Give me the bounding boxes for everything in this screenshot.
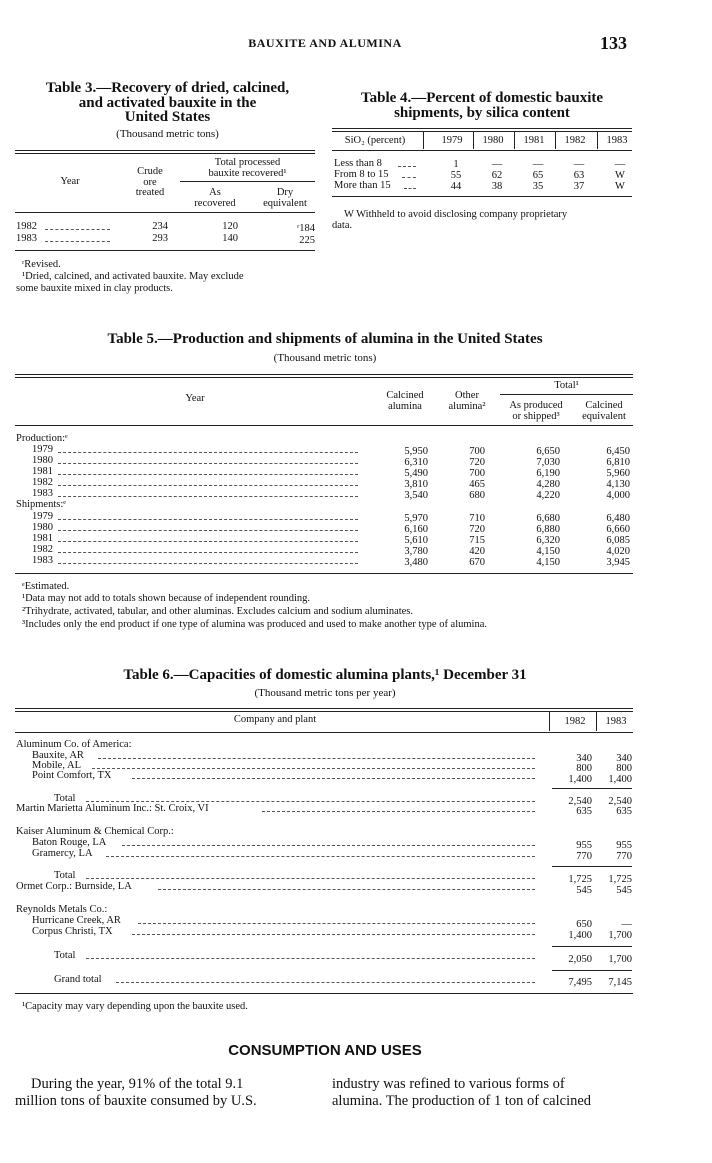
cell-dry-equivalent: ʳ184 [296,223,315,234]
cell-as-produced: 7,030 [536,457,560,468]
table-4-title-line1: Table 4.—Percent of domestic bauxite [360,90,604,106]
table-row: 1982 [32,544,53,555]
table-5-col-year: Year [185,393,205,404]
table-4-note-1: W Withheld to avoid disclosing company proprietary [344,209,568,220]
table-3-col-as-2: recovered [194,198,236,209]
cell-as-produced: 6,880 [536,524,560,535]
company-reynolds: Reynolds Metals Co.: [16,904,108,915]
table-3-footnote-1a: ¹Dried, calcined, and activated bauxite. May exclude [22,271,244,282]
table-5-col-ceq-1: Calcined [585,400,623,411]
cell-calcined: 3,810 [404,479,428,490]
cell-calcined-equivalent: 4,000 [606,490,630,501]
cell-other: 420 [469,546,485,557]
cell-1982: 2,050 [568,954,592,965]
running-header: BAUXITE AND ALUMINA [248,36,402,50]
cell: — [614,159,626,170]
table-3-unit: (Thousand metric tons) [116,128,219,140]
table-3-col-dry-1: Dry [276,187,294,198]
section-heading: CONSUMPTION AND USES [228,1042,422,1059]
cell-calcined-equivalent: 6,085 [606,535,630,546]
year-label: 1982 [16,221,37,232]
cell: 35 [532,181,544,192]
cell-1983: 1,700 [608,954,632,965]
table-4-col-1981: 1981 [523,135,545,146]
table-4-title-line2: shipments, by silica content [394,105,570,121]
shipments-label: Shipments:ᵉ [16,499,66,510]
table-3-col-crude-1: Crude [137,166,163,177]
table-3-title-line2: and activated bauxite in the [78,95,257,111]
cell-calcined: 3,780 [404,546,428,557]
cell-other: 720 [469,457,485,468]
table-row: 1979 [32,444,53,455]
table-row: Corpus Christi, TX [32,926,113,937]
table-row-total: Total [54,870,76,881]
cell-other: 680 [469,490,485,501]
table-4-col-1983: 1983 [606,135,628,146]
cell-calcined-equivalent: 4,130 [606,479,630,490]
cell: — [532,159,544,170]
cell-as-produced: 6,680 [536,513,560,524]
table-row-total: Total [54,793,76,804]
table-row: Ormet Corp.: Burnside, LA [16,881,132,892]
cell: 44 [450,181,462,192]
table-3-footnote-1b: some bauxite mixed in clay products. [16,283,173,294]
table-5-unit: (Thousand metric tons) [273,352,377,364]
table-3-col-total: Total processed [214,157,281,168]
cell-1982: 2,540 [568,796,592,807]
cell-1982: 955 [576,840,592,851]
table-3-col-total-2: bauxite recovered¹ [208,168,287,179]
cell-crude: 234 [152,221,168,232]
cell-calcined: 5,950 [404,446,428,457]
table-4-col-sio2: SiO₂ (percent) [344,135,406,146]
table-row: Bauxite, AR [32,750,84,761]
table-5-footnote-e: ᵉEstimated. [22,581,70,592]
cell: 37 [573,181,585,192]
cell-1983: — [621,919,632,930]
table-5-col-total: Total¹ [554,380,579,391]
table-5-col-asp-2: or shipped³ [512,411,560,422]
cell-1982: 800 [576,763,592,774]
cell-other: 700 [469,446,485,457]
cell-as-produced: 4,280 [536,479,560,490]
cell-1983: 1,725 [608,874,632,885]
table-row: Point Comfort, TX [32,770,112,781]
table-5-footnote-3: ³Includes only the end product if one type of alumina was produced and used to make another type of alumina. [22,619,488,630]
table-row: 1983 [32,555,53,566]
cell: W [615,181,625,192]
table-row [16,234,37,245]
paragraph-col1-line2: million tons of bauxite consumed by U.S. [15,1093,257,1109]
cell-other: 720 [469,524,485,535]
cell-1982: 650 [576,919,592,930]
table-row: Martin Marietta Aluminum Inc.: St. Croix, VI [16,803,209,814]
cell-other: 700 [469,468,485,479]
cell-1983: 955 [616,840,632,851]
cell-1982: 545 [576,885,592,896]
table-row [16,222,37,233]
year-label: 1983 [16,233,37,244]
cell-1983: 340 [616,753,632,764]
table-3-col-as-1: As [209,187,221,198]
cell-1982: 1,725 [568,874,592,885]
table-row: Mobile, AL [32,760,81,771]
table-3-title-line3: United States [124,109,211,125]
cell-calcined: 5,970 [404,513,428,524]
table-row: 1983 [32,488,53,499]
cell-1982: 7,495 [568,977,592,988]
table-6-unit: (Thousand metric tons per year) [254,687,396,699]
cell: 55 [450,170,462,181]
table-6-footnote-1: ¹Capacity may vary depending upon the bauxite used. [22,1001,248,1012]
table-3-col-dry-2: equivalent [263,198,307,209]
cell-1982: 340 [576,753,592,764]
cell-1983: 1,400 [608,774,632,785]
table-5-title: Table 5.—Production and shipments of alumina in the United States [107,331,543,347]
cell-calcined-equivalent: 6,480 [606,513,630,524]
table-row: 1979 [32,511,53,522]
cell-1983: 1,700 [608,930,632,941]
cell: W [615,170,625,181]
paragraph-col1-line1: During the year, 91% of the total 9.1 [31,1076,244,1092]
cell-as-produced: 6,190 [536,468,560,479]
table-row: From 8 to 15 [334,169,389,180]
table-row: Less than 8 [334,158,382,169]
cell-calcined-equivalent: 4,020 [606,546,630,557]
cell-1982: 635 [576,806,592,817]
paragraph-col2-line2: alumina. The production of 1 ton of calcined [332,1093,592,1109]
cell-other: 710 [469,513,485,524]
cell-calcined-equivalent: 6,810 [606,457,630,468]
cell-as-produced: 4,150 [536,557,560,568]
table-5-col-other-2: alumina² [448,401,486,412]
cell-1982: 1,400 [568,930,592,941]
cell-crude: 293 [152,233,168,244]
cell-calcined: 3,540 [404,490,428,501]
table-5-footnote-2: ²Trihydrate, activated, tabular, and other aluminas. Excludes calcium and sodium aluminates. [22,606,414,617]
cell-other: 670 [469,557,485,568]
cell: — [573,159,585,170]
cell-1982: 770 [576,851,592,862]
cell-other: 715 [469,535,485,546]
table-row: 1980 [32,522,53,533]
cell-as-produced: 6,650 [536,446,560,457]
cell-calcined: 6,310 [404,457,428,468]
cell-calcined: 6,160 [404,524,428,535]
table-row: Baton Rouge, LA [32,837,107,848]
cell-calcined: 5,610 [404,535,428,546]
cell-1983: 7,145 [608,977,632,988]
table-3-footnote-r: ʳRevised. [22,259,61,270]
cell-calcined-equivalent: 6,660 [606,524,630,535]
cell: 63 [573,170,585,181]
cell-as-produced: 6,320 [536,535,560,546]
table-6-col-1983: 1983 [605,716,627,727]
table-6-title: Table 6.—Capacities of domestic alumina plants,¹ December 31 [123,667,527,683]
table-5-col-other-1: Other [455,390,479,401]
table-6-col-1982: 1982 [564,716,586,727]
company-kaiser: Kaiser Aluminum & Chemical Corp.: [16,826,174,837]
table-row: 1981 [32,466,53,477]
cell: — [491,159,503,170]
company-alcoa: Aluminum Co. of America: [16,739,132,750]
cell-1983: 635 [616,806,632,817]
cell-calcined-equivalent: 3,945 [606,557,630,568]
cell-1983: 800 [616,763,632,774]
table-row: Hurricane Creek, AR [32,915,121,926]
table-4-col-1979: 1979 [441,135,463,146]
table-6-col-company: Company and plant [233,714,317,725]
table-row: 1982 [32,477,53,488]
table-3-col-crude-3: treated [135,187,165,198]
table-row-total: Total [54,950,76,961]
table-3-title-line1: Table 3.—Recovery of dried, calcined, [45,80,290,96]
table-5-col-calcined-1: Calcined [386,390,424,401]
table-row: 1980 [32,455,53,466]
table-5-footnote-1: ¹Data may not add to totals shown because of independent rounding. [22,593,311,604]
cell: 65 [532,170,544,181]
cell-as-recovered: 120 [222,221,238,232]
cell: 1 [453,159,459,170]
table-5-col-ceq-2: equivalent [582,411,626,422]
cell-other: 465 [469,479,485,490]
table-3-col-year: Year [60,176,80,187]
table-4-col-1982: 1982 [564,135,586,146]
table-row: More than 15 [334,180,391,191]
page-number: 133 [600,33,627,53]
table-3-col-crude-2: ore [143,177,157,188]
table-4-col-1980: 1980 [482,135,504,146]
table-row: Gramercy, LA [32,848,93,859]
cell-1983: 770 [616,851,632,862]
cell-as-produced: 4,150 [536,546,560,557]
cell-as-produced: 4,220 [536,490,560,501]
cell-1982: 1,400 [568,774,592,785]
cell-calcined: 5,490 [404,468,428,479]
cell: 62 [491,170,503,181]
table-5-col-calcined-2: alumina [388,401,422,412]
paragraph-col2-line1: industry was refined to various forms of [332,1076,565,1092]
table-4-note-2: data. [332,220,353,231]
table-row-grand-total: Grand total [54,974,102,985]
cell-calcined-equivalent: 6,450 [606,446,630,457]
production-label: Production:ᵉ [16,433,68,444]
cell-1983: 545 [616,885,632,896]
table-row: 1981 [32,533,53,544]
table-5-col-asp-1: As produced [509,400,563,411]
cell: 38 [491,181,503,192]
cell-as-recovered: 140 [222,233,238,244]
cell-calcined: 3,480 [404,557,428,568]
cell-calcined-equivalent: 5,960 [606,468,630,479]
cell-1983: 2,540 [608,796,632,807]
cell-dry-equivalent: 225 [299,235,315,246]
